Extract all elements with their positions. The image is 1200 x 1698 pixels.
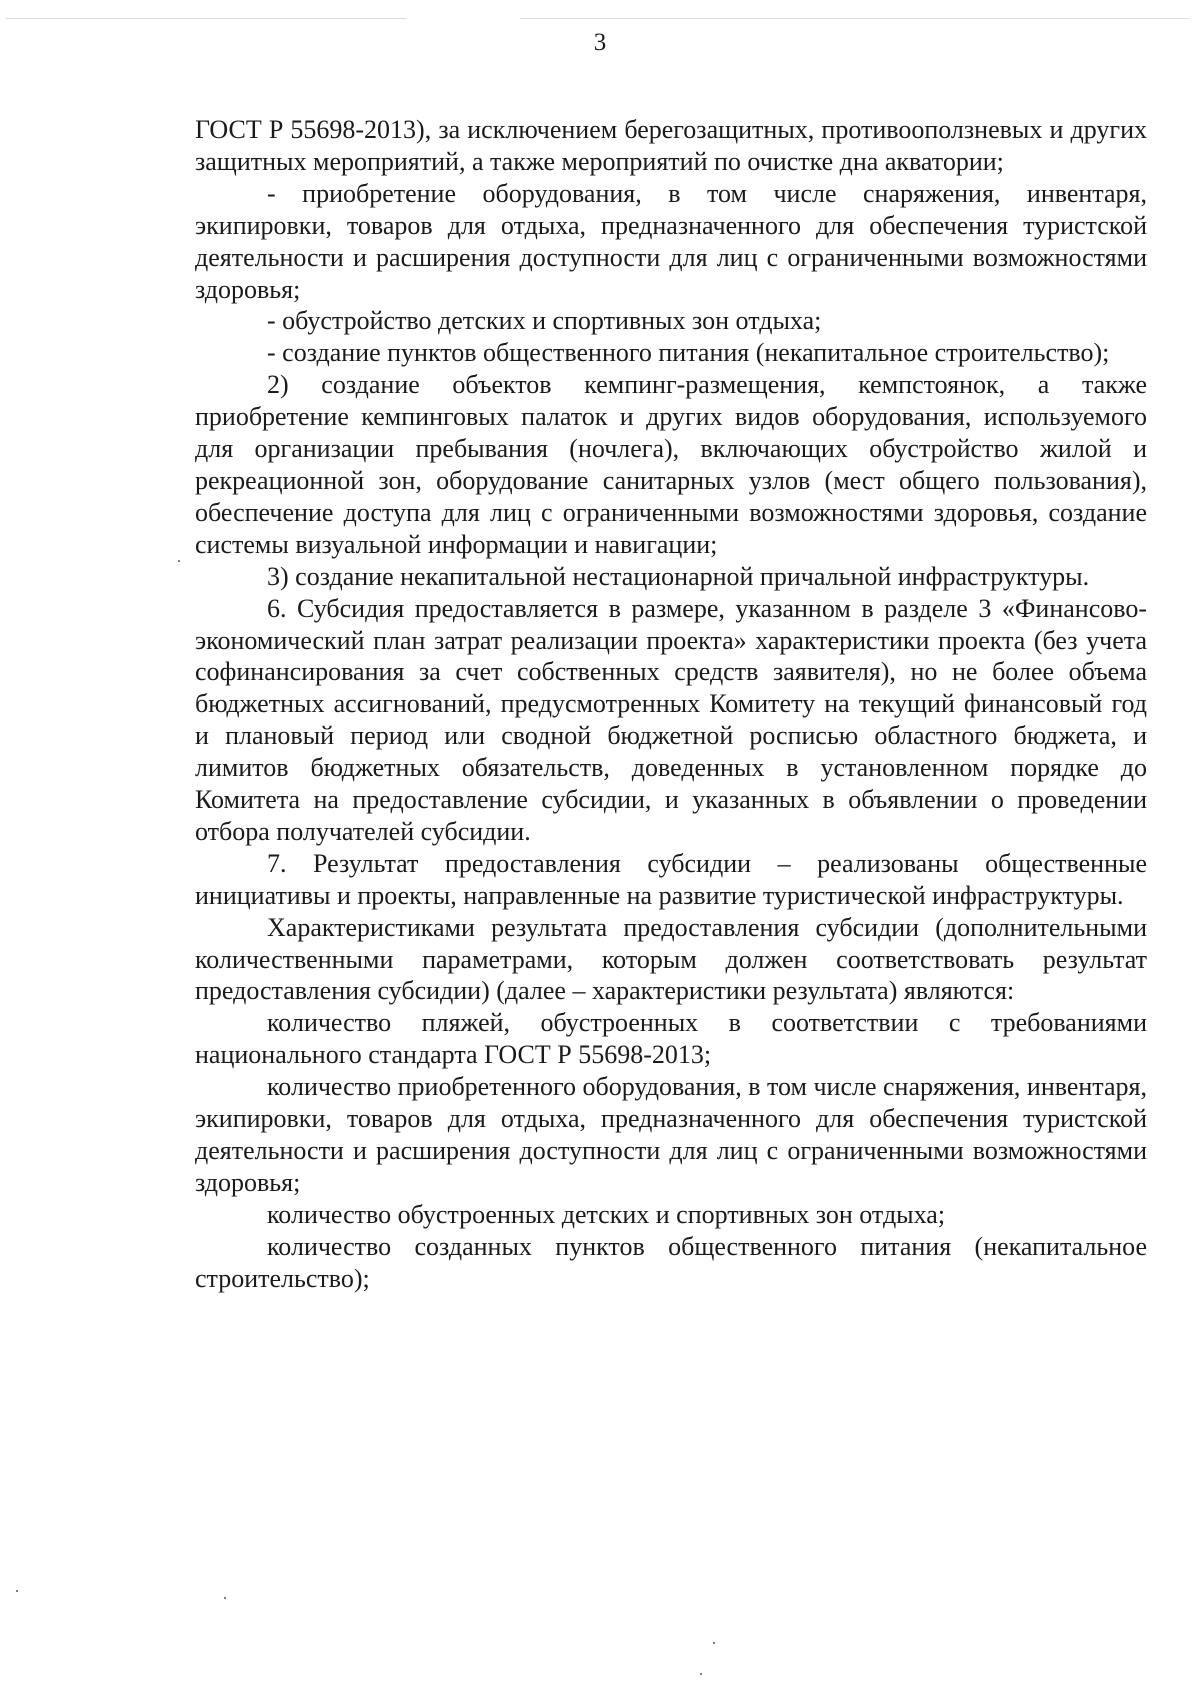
paragraph-subsidy-result: 7. Результат предоставления субсидии – реализованы общественные инициативы и проекты, направленные на развитие туристической инфраструктуры. bbox=[195, 848, 1147, 910]
paragraph-mooring-infrastructure: 3) создание некапитальной нестационарной причальной инфраструктуры. bbox=[267, 561, 1090, 591]
scan-speck bbox=[224, 1597, 226, 1599]
paragraph-recreation-zones: - обустройство детских и спортивных зон отдыха; bbox=[267, 306, 822, 336]
paragraph-beaches-count: количество пляжей, обустроенных в соответствии с требованиями национального стандарта ГОСТ Р 55698-2013; bbox=[195, 1008, 1147, 1070]
document-body bbox=[195, 114, 1147, 1295]
paragraph-camping-objects: 2) создание объектов кемпинг-размещения, кемпстоянок, а также приобретение кемпинговых палаток и других видов оборудования, используемого для организации пребывания (ночлега), включающих обустройство жилой и рекреационной зон, оборудование санитарных узлов (мест общего пользования), обеспечение доступа для лиц с ограниченными возможностями здоровья, создание системы визуальной информации и навигации; bbox=[195, 370, 1147, 559]
scan-edge-line-left bbox=[6, 18, 406, 19]
paragraph-catering-points: - создание пунктов общественного питания (некапитальное строительство); bbox=[267, 338, 1110, 368]
page-number: 3 bbox=[593, 29, 607, 56]
scan-speck bbox=[178, 560, 180, 562]
scan-edge-line-right bbox=[520, 18, 1190, 19]
scan-speck bbox=[713, 1642, 715, 1644]
paragraph-catering-count: количество созданных пунктов общественного питания (некапитальное строительство); bbox=[195, 1231, 1147, 1293]
paragraph-subsidy-amount: 6. Субсидия предоставляется в размере, указанном в разделе 3 «Финансово-экономический план затрат реализации проекта» характеристики проекта (без учета софинансирования за счет собственных средств заявителя), но не более объема бюджетных ассигнований, предусмотренных Комитету на текущий финансовый год и плановый период или сводной бюджетной росписью областного бюджета, и лимитов бюджетных обязательств, доведенных в установленном порядке до Комитета на предоставление субсидии, и указанных в объявлении о проведении отбора получателей субсидии. bbox=[195, 593, 1147, 846]
scan-speck bbox=[700, 1673, 702, 1675]
paragraph-gost-exclusions: ГОСТ Р 55698-2013), за исключением берегозащитных, противооползневых и других защитных мероприятий, а также мероприятий по очистке дна акватории; bbox=[195, 115, 1147, 176]
paragraph-zones-count: количество обустроенных детских и спортивных зон отдыха; bbox=[267, 1199, 946, 1229]
paragraph-result-characteristics: Характеристиками результата предоставления субсидии (дополнительными количественными параметрами, которым должен соответствовать результат предоставления субсидии) (далее – характеристики результата) являются: bbox=[195, 912, 1147, 1006]
paragraph-equipment-purchase: - приобретение оборудования, в том числе снаряжения, инвентаря, экипировки, товаров для отдыха, предназначенного для обеспечения туристской деятельности и расширения доступности для лиц с ограниченными возможностями здоровья; bbox=[195, 178, 1147, 304]
paragraph-equipment-count: количество приобретенного оборудования, в том числе снаряжения, инвентаря, экипировки, товаров для отдыха, предназначенного для обеспечения туристской деятельности и расширения доступности для лиц с ограниченными возможностями здоровья; bbox=[195, 1072, 1147, 1197]
scan-speck bbox=[16, 1590, 18, 1592]
